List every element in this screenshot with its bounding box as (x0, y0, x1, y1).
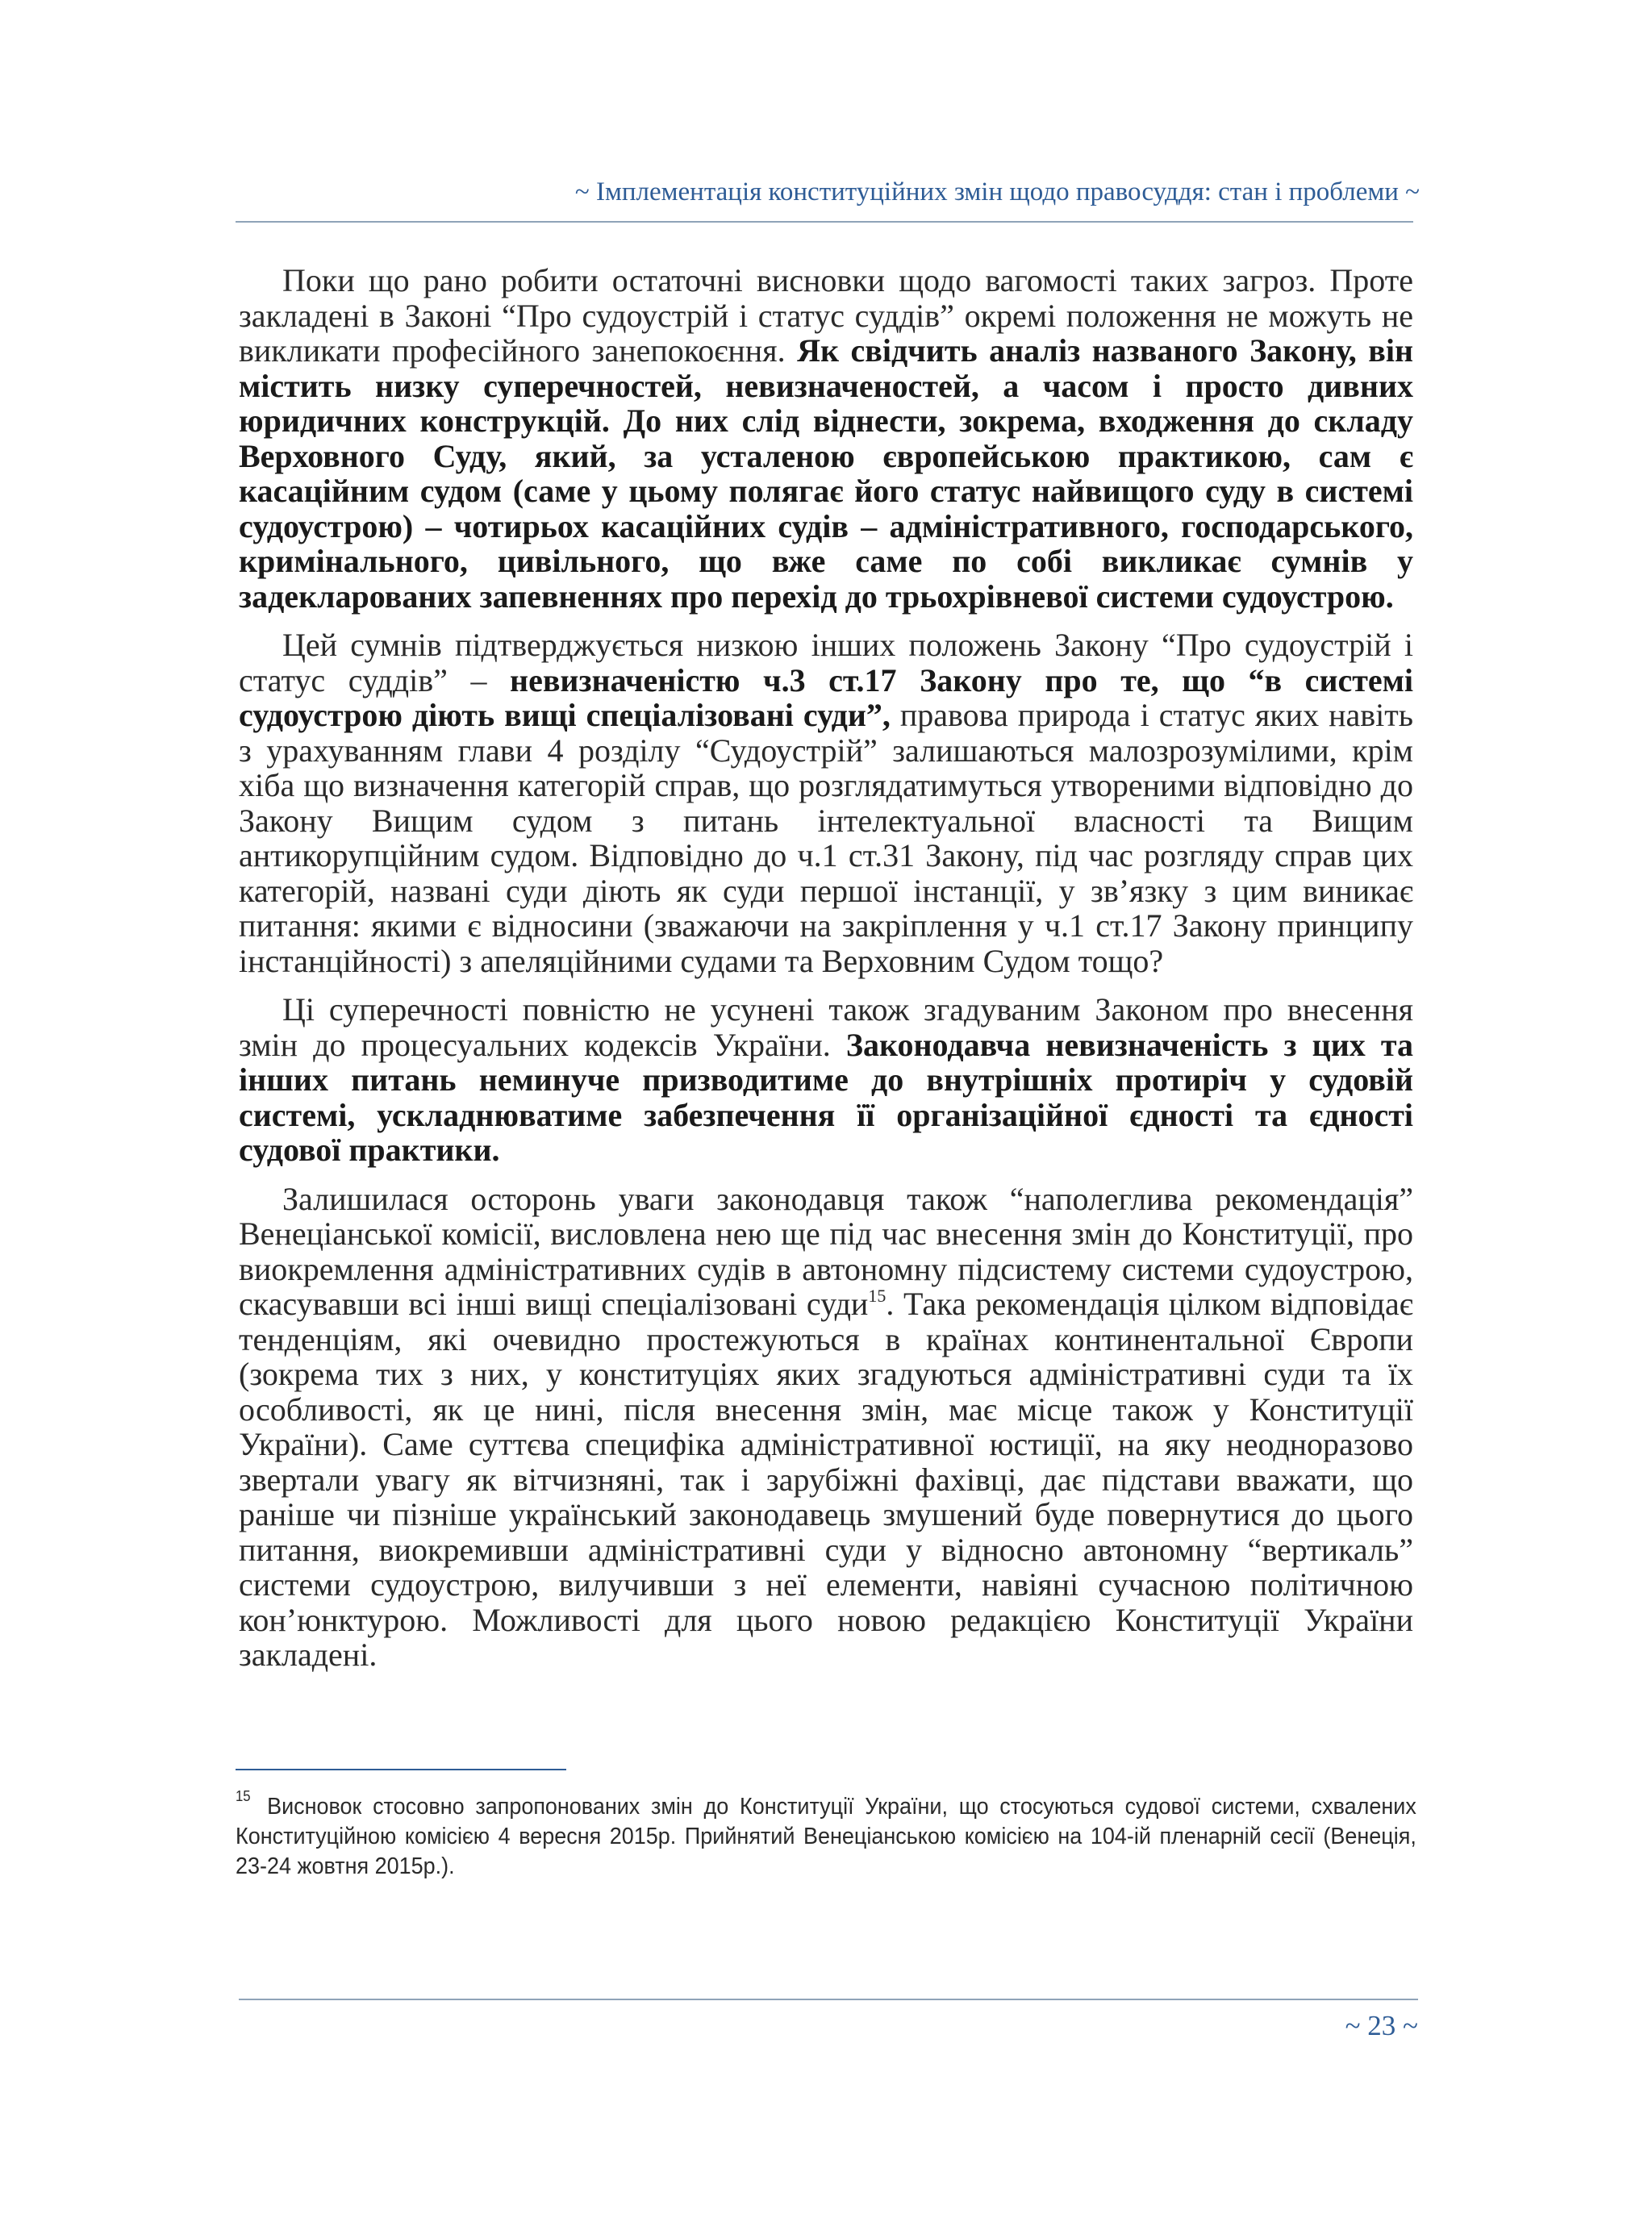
paragraph-1 (239, 263, 1413, 614)
paragraph-2-plain-end: правова природа і статус яких навіть з урахуванням глави 4 розділу “Судоустрій” залишаються малозрозумілими, крім хіба що визначення категорій справ, що розглядатимуться утвореними відповідно до Закону Вищим судом з питань інтелектуальної власності та Вищим антикорупційним судом. Відповідно до ч.1 ст.31 Закону, під час розгляду справ цих категорій, названі суди діють як суди першої інстанції, у зв’язку з цим виникає питання: якими є відносини (зважаючи на закріплення у ч.1 ст.17 Закону принципу інстанційності) з апеляційними судами та Верховним Судом тощо? (239, 697, 1413, 979)
paragraph-2 (239, 627, 1413, 978)
paragraph-4-plain-end: . Така рекомендація цілком відповідає тенденціям, які очевидно простежуються в країнах континентальної Європи (зокрема тих з них, у конституціях яких згадуються адміністративні суди та їх особливості, як це нині, після внесення змін, має місце також у Конституції України). Саме суттєва специфіка адміністративної юстиції, на яку неодноразово звертали увагу як вітчизняні, так і зарубіжні фахівці, дає підстави вважати, що раніше чи пізніше український законодавець змушений буде повернутися до цього питання, виокремивши адміністративні суди у відносно автономну “вертикаль” системи судоустрою, вилучивши з неї елементи, навіяні сучасною політичною кон’юнктурою. Можливості для цього новою редакцією Конституції України закладені. (239, 1286, 1413, 1673)
paragraph-4-plain-start: Залишилася осторонь уваги законодавця також “наполеглива рекомендація” Венеціанської комісії, висловлена нею ще під час внесення змін до Конституції, про виокремлення адміністративних судів в автономну підсистему системи судоустрою, скасувавши всі інші вищі спеціалізовані суди (239, 1180, 1413, 1322)
header-divider (236, 221, 1413, 223)
paragraph-1-bold: Як свідчить аналіз названого Закону, він містить низку суперечностей, невизначеностей, а часом і просто дивних юридичних конструкцій. До них слід віднести, зокрема, входження до складу Верховного Суду, який, за усталеною європейською практикою, сам є касаційним судом (саме у цьому полягає його статус найвищого суду в системі судоустрою) – чотирьох касаційних судів – адміністративного, господарського, кримінального, цивільного, що вже саме по собі викликає сумнів у задекларованих запевненнях про перехід до трьохрівневої системи судоустрою. (239, 332, 1413, 615)
footnote-text: Висновок стосовно запропонованих змін до Конституції України, що стосуються судової системи, схвалених Конституційною комісією 4 вересня 2015р. Прийнятий Венеціанською комісією на 104-ій пленарній сесії (Венеція, 23-24 жовтня 2015р.). (236, 1794, 1416, 1879)
paragraph-1-plain: Поки що рано робити остаточні висновки щодо вагомості таких загроз. Проте закладені в Законі “Про судоустрій і статус суддів” окремі положення не можуть не викликати професійного занепокоєння. (239, 262, 1413, 369)
main-text (239, 263, 1413, 1686)
paragraph-2-plain-start: Цей сумнів підтверджується низкою інших положень Закону “Про судоустрій і статус суддів” – (239, 627, 1413, 698)
page-number: ~ 23 ~ (1345, 2010, 1418, 2041)
footnote-reference[interactable]: 15 (868, 1286, 886, 1306)
paragraph-3 (239, 992, 1413, 1168)
footer-divider (239, 1999, 1418, 2000)
paragraph-3-bold: Законодавча невизначеність з цих та інших питань неминуче призводитиме до внутрішніх протиріч у судовій системі, ускладнюватиме забезпечення її організаційної єдності та єдності судової практики. (239, 1026, 1414, 1168)
paragraph-4 (239, 1182, 1413, 1673)
paragraph-3-plain: Ці суперечності повністю не усунені також згадуваним Законом про внесення змін до процесуальних кодексів України. (239, 991, 1413, 1063)
footnote-divider (236, 1769, 566, 1770)
paragraph-2-bold: невизначеністю ч.3 ст.17 Закону про те, що “в системі судоустрою діють вищі спеціалізовані суди”, (239, 661, 1414, 733)
running-header: ~ Імплементація конституційних змін щодо правосуддя: стан і проблеми ~ (574, 177, 1420, 206)
footnote (236, 1788, 1416, 1882)
footnote-number: 15 (236, 1788, 251, 1804)
